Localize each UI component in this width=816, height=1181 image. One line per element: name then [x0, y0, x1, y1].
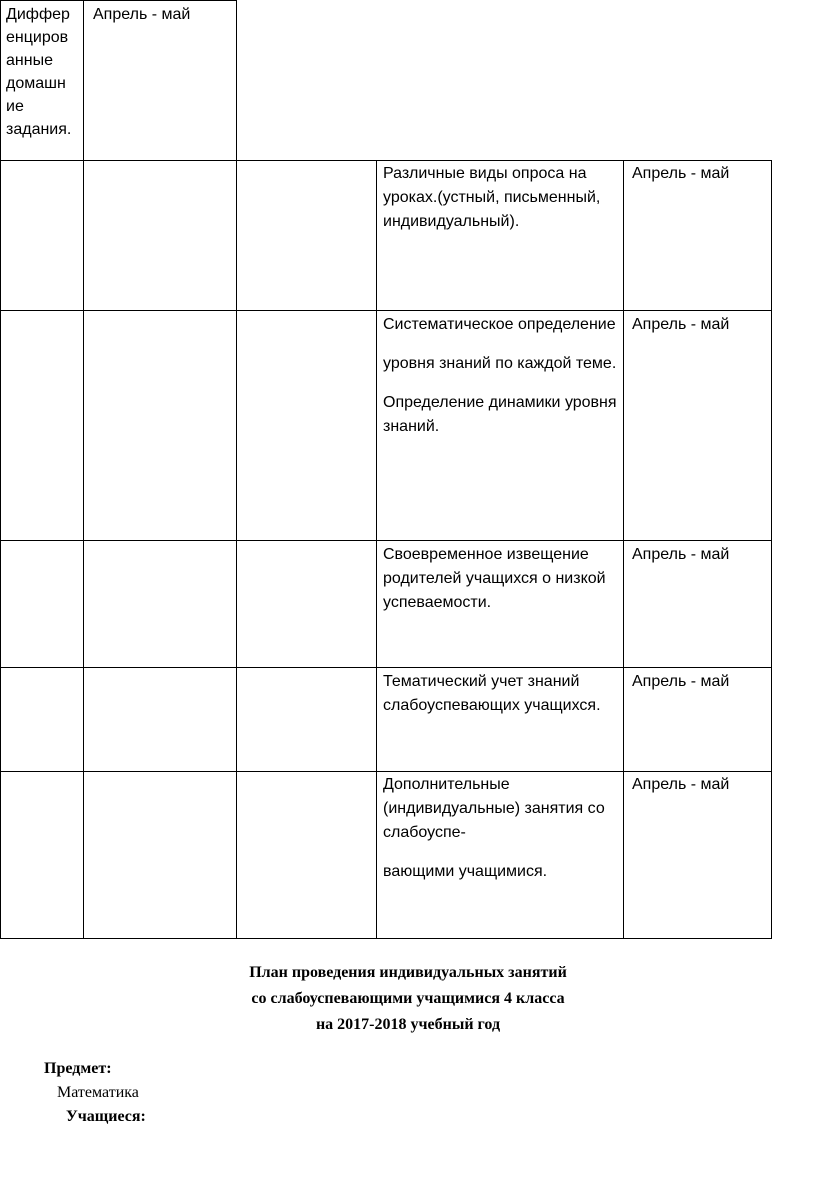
border: [236, 0, 237, 160]
label-line: ие: [6, 98, 24, 115]
activity-cell: [383, 162, 619, 234]
term-cell: Апрель - май: [632, 546, 730, 563]
activity-cell: [383, 773, 619, 884]
activity-text: Дополнительные (индивидуальные) занятия со слабоуспе-: [383, 776, 605, 841]
border: [0, 160, 1, 939]
border: [623, 160, 624, 939]
diff-homework-label: [6, 3, 82, 141]
border: [0, 160, 772, 161]
diff-homework-term: Апрель - май: [93, 6, 191, 23]
border: [771, 160, 772, 939]
activity-text: Своевременное извещение родителей учащихся о низкой успеваемости.: [383, 546, 606, 611]
activity-text: уровня знаний по каждой теме.: [383, 355, 617, 372]
plan-title-line: на 2017-2018 учебный год: [315, 1016, 501, 1033]
border: [0, 310, 772, 311]
subject-value: Математика: [57, 1084, 139, 1101]
plan-title-line: План проведения индивидуальных занятий: [249, 964, 567, 981]
activity-cell: [383, 543, 619, 615]
label-line: енциров: [6, 29, 69, 46]
activity-text: вающими учащимися.: [383, 863, 548, 880]
border: [83, 0, 84, 160]
activity-cell: [383, 670, 619, 718]
students-label: Учащиеся:: [66, 1108, 146, 1125]
border: [0, 0, 1, 160]
plan-title-line: со слабоуспевающими учащимися 4 класса: [251, 990, 565, 1007]
activity-cell: [383, 313, 619, 439]
border: [0, 540, 772, 541]
activity-text: Тематический учет знаний слабоуспевающих учащихся.: [383, 673, 601, 714]
border: [0, 0, 236, 1]
border: [0, 938, 772, 939]
activity-text: Различные виды опроса на уроках.(устный, письменный, индивидуальный).: [383, 165, 601, 230]
term-cell: Апрель - май: [632, 316, 730, 333]
activity-text: Определение динамики уровня знаний.: [383, 394, 617, 435]
term-cell: Апрель - май: [632, 673, 730, 690]
activity-text: Систематическое определение: [383, 316, 616, 333]
label-line: задания.: [6, 121, 72, 138]
border: [0, 667, 772, 668]
label-line: домашн: [6, 75, 66, 92]
term-cell: Апрель - май: [632, 776, 730, 793]
border: [236, 160, 237, 939]
border: [0, 771, 772, 772]
border: [376, 160, 377, 939]
border: [83, 160, 84, 939]
subject-label: Предмет:: [44, 1060, 112, 1077]
label-line: анные: [6, 52, 53, 69]
label-line: Диффер: [6, 6, 70, 23]
term-cell: Апрель - май: [632, 165, 730, 182]
